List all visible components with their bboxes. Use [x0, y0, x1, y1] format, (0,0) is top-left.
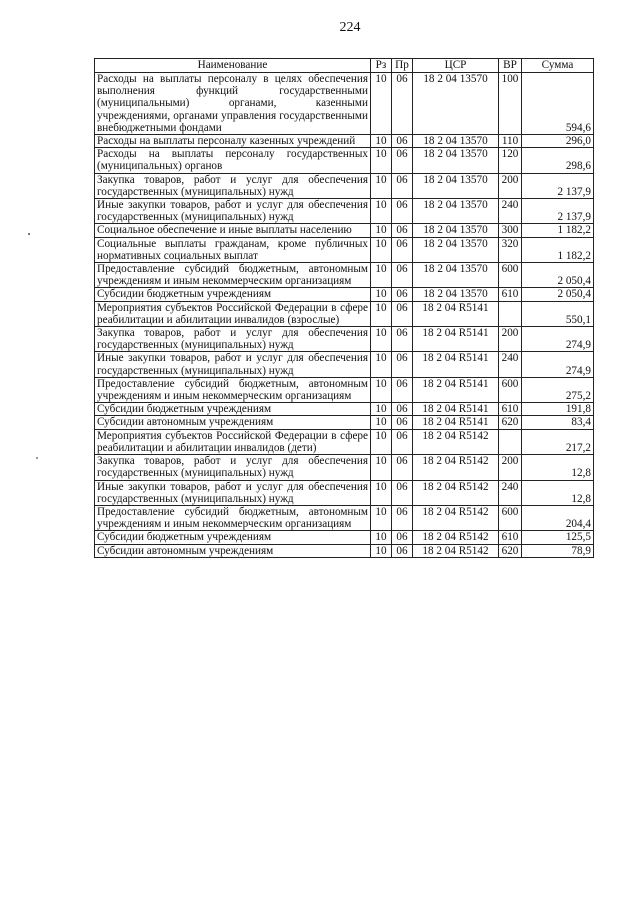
- row-name-cell: Закупка товаров, работ и услуг для обеспечения государственных (муниципальных) нужд: [95, 455, 371, 480]
- row-pr-cell: 06: [392, 288, 413, 301]
- row-sum-cell: 125,5: [522, 531, 594, 544]
- row-csr-cell: 18 2 04 13570: [413, 263, 499, 288]
- table-row: [95, 429, 594, 454]
- row-vr-cell: 600: [499, 263, 522, 288]
- row-vr-cell: [499, 429, 522, 454]
- row-name-cell: Субсидии автономным учреждениям: [95, 544, 371, 557]
- row-pr-cell: 06: [392, 301, 413, 326]
- row-vr-cell: 200: [499, 327, 522, 352]
- row-rz-cell: 10: [371, 288, 392, 301]
- row-vr-cell: 610: [499, 531, 522, 544]
- row-pr-cell: 06: [392, 135, 413, 148]
- row-name-cell: Расходы на выплаты персоналу в целях обеспечения выполнения функций государственными (муниципальными) органами, казенными учреждениями, органами управления государственными внебюджетными фондами: [95, 73, 371, 135]
- row-vr-cell: 610: [499, 288, 522, 301]
- row-rz-cell: 10: [371, 135, 392, 148]
- row-vr-cell: 620: [499, 544, 522, 557]
- row-sum-cell: 275,2: [522, 377, 594, 402]
- table-row: [95, 480, 594, 505]
- row-name-cell: Субсидии бюджетным учреждениям: [95, 531, 371, 544]
- row-pr-cell: 06: [392, 480, 413, 505]
- row-sum-cell: 2 137,9: [522, 173, 594, 198]
- row-csr-cell: 18 2 04 R5142: [413, 505, 499, 530]
- row-sum-cell: 83,4: [522, 416, 594, 429]
- table-row: [95, 505, 594, 530]
- row-rz-cell: 10: [371, 377, 392, 402]
- row-name-cell: Предоставление субсидий бюджетным, автономным учреждениям и иным некоммерческим организациям: [95, 263, 371, 288]
- table-row: [95, 531, 594, 544]
- row-vr-cell: 120: [499, 148, 522, 173]
- row-rz-cell: 10: [371, 237, 392, 262]
- row-vr-cell: 300: [499, 224, 522, 237]
- row-pr-cell: 06: [392, 505, 413, 530]
- table-row: [95, 263, 594, 288]
- row-vr-cell: 240: [499, 352, 522, 377]
- row-csr-cell: 18 2 04 13570: [413, 288, 499, 301]
- row-vr-cell: 110: [499, 135, 522, 148]
- row-vr-cell: 600: [499, 505, 522, 530]
- column-header-pr: Пр: [392, 59, 413, 73]
- row-name-cell: Предоставление субсидий бюджетным, автономным учреждениям и иным некоммерческим организациям: [95, 505, 371, 530]
- row-name-cell: Социальное обеспечение и иные выплаты населению: [95, 224, 371, 237]
- row-rz-cell: 10: [371, 327, 392, 352]
- row-csr-cell: 18 2 04 13570: [413, 199, 499, 224]
- row-csr-cell: 18 2 04 13570: [413, 135, 499, 148]
- row-rz-cell: 10: [371, 505, 392, 530]
- row-name-cell: Расходы на выплаты персоналу казенных учреждений: [95, 135, 371, 148]
- table-row: [95, 173, 594, 198]
- row-vr-cell: 610: [499, 403, 522, 416]
- row-sum-cell: 296,0: [522, 135, 594, 148]
- row-name-cell: Закупка товаров, работ и услуг для обеспечения государственных (муниципальных) нужд: [95, 327, 371, 352]
- row-csr-cell: 18 2 04 13570: [413, 148, 499, 173]
- row-pr-cell: 06: [392, 352, 413, 377]
- row-pr-cell: 06: [392, 224, 413, 237]
- row-vr-cell: 240: [499, 199, 522, 224]
- row-vr-cell: 600: [499, 377, 522, 402]
- table-row: [95, 327, 594, 352]
- row-pr-cell: 06: [392, 377, 413, 402]
- table-row: [95, 301, 594, 326]
- row-pr-cell: 06: [392, 173, 413, 198]
- page-number: 224: [339, 20, 361, 35]
- row-name-cell: Расходы на выплаты персоналу государственных (муниципальных) органов: [95, 148, 371, 173]
- row-sum-cell: 550,1: [522, 301, 594, 326]
- row-csr-cell: 18 2 04 R5141: [413, 416, 499, 429]
- column-header-csr: ЦСР: [413, 59, 499, 73]
- row-csr-cell: 18 2 04 R5142: [413, 455, 499, 480]
- row-rz-cell: 10: [371, 224, 392, 237]
- row-pr-cell: 06: [392, 148, 413, 173]
- row-sum-cell: 274,9: [522, 327, 594, 352]
- row-name-cell: Социальные выплаты гражданам, кроме публичных нормативных социальных выплат: [95, 237, 371, 262]
- row-csr-cell: 18 2 04 R5142: [413, 480, 499, 505]
- row-pr-cell: 06: [392, 416, 413, 429]
- row-sum-cell: 12,8: [522, 480, 594, 505]
- row-vr-cell: 240: [499, 480, 522, 505]
- row-rz-cell: 10: [371, 173, 392, 198]
- row-rz-cell: 10: [371, 531, 392, 544]
- column-header-name: Наименование: [95, 59, 371, 73]
- row-csr-cell: 18 2 04 13570: [413, 73, 499, 135]
- column-header-sum: Сумма: [522, 59, 594, 73]
- row-csr-cell: 18 2 04 R5141: [413, 327, 499, 352]
- row-sum-cell: 2 050,4: [522, 288, 594, 301]
- row-rz-cell: 10: [371, 73, 392, 135]
- row-name-cell: Предоставление субсидий бюджетным, автономным учреждениям и иным некоммерческим организациям: [95, 377, 371, 402]
- row-pr-cell: 06: [392, 327, 413, 352]
- row-name-cell: Закупка товаров, работ и услуг для обеспечения государственных (муниципальных) нужд: [95, 173, 371, 198]
- row-rz-cell: 10: [371, 429, 392, 454]
- table-header-row: [95, 59, 594, 73]
- row-csr-cell: 18 2 04 13570: [413, 173, 499, 198]
- row-name-cell: Иные закупки товаров, работ и услуг для обеспечения государственных (муниципальных) нужд: [95, 480, 371, 505]
- row-sum-cell: 594,6: [522, 73, 594, 135]
- table-row: [95, 403, 594, 416]
- row-sum-cell: 204,4: [522, 505, 594, 530]
- row-csr-cell: 18 2 04 R5141: [413, 377, 499, 402]
- row-sum-cell: 1 182,2: [522, 224, 594, 237]
- row-sum-cell: 274,9: [522, 352, 594, 377]
- row-rz-cell: 10: [371, 403, 392, 416]
- row-csr-cell: 18 2 04 R5142: [413, 544, 499, 557]
- row-csr-cell: 18 2 04 13570: [413, 237, 499, 262]
- scan-speck: [36, 457, 38, 459]
- table-row: [95, 224, 594, 237]
- row-name-cell: Иные закупки товаров, работ и услуг для обеспечения государственных (муниципальных) нужд: [95, 352, 371, 377]
- row-pr-cell: 06: [392, 544, 413, 557]
- row-pr-cell: 06: [392, 263, 413, 288]
- row-csr-cell: 18 2 04 R5142: [413, 531, 499, 544]
- row-pr-cell: 06: [392, 429, 413, 454]
- row-name-cell: Мероприятия субъектов Российской Федерации в сфере реабилитации и абилитации инвалидов (дети): [95, 429, 371, 454]
- budget-table: [94, 58, 594, 558]
- row-vr-cell: 320: [499, 237, 522, 262]
- row-csr-cell: 18 2 04 R5141: [413, 352, 499, 377]
- row-name-cell: Иные закупки товаров, работ и услуг для обеспечения государственных (муниципальных) нужд: [95, 199, 371, 224]
- row-csr-cell: 18 2 04 R5142: [413, 429, 499, 454]
- row-vr-cell: 200: [499, 455, 522, 480]
- table-row: [95, 73, 594, 135]
- row-pr-cell: 06: [392, 199, 413, 224]
- row-pr-cell: 06: [392, 73, 413, 135]
- table-row: [95, 148, 594, 173]
- table-row: [95, 377, 594, 402]
- row-rz-cell: 10: [371, 148, 392, 173]
- column-header-rz: Рз: [371, 59, 392, 73]
- row-rz-cell: 10: [371, 352, 392, 377]
- scan-speck: [28, 233, 30, 235]
- row-pr-cell: 06: [392, 403, 413, 416]
- row-sum-cell: 2 137,9: [522, 199, 594, 224]
- row-rz-cell: 10: [371, 455, 392, 480]
- row-sum-cell: 78,9: [522, 544, 594, 557]
- table-row: [95, 199, 594, 224]
- row-rz-cell: 10: [371, 544, 392, 557]
- table-body: [95, 73, 594, 558]
- row-vr-cell: 620: [499, 416, 522, 429]
- row-vr-cell: 100: [499, 73, 522, 135]
- row-sum-cell: 2 050,4: [522, 263, 594, 288]
- row-sum-cell: 1 182,2: [522, 237, 594, 262]
- row-rz-cell: 10: [371, 199, 392, 224]
- row-pr-cell: 06: [392, 455, 413, 480]
- table-row: [95, 352, 594, 377]
- table-row: [95, 237, 594, 262]
- row-pr-cell: 06: [392, 237, 413, 262]
- row-sum-cell: 191,8: [522, 403, 594, 416]
- table-row: [95, 455, 594, 480]
- row-pr-cell: 06: [392, 531, 413, 544]
- row-sum-cell: 217,2: [522, 429, 594, 454]
- row-csr-cell: 18 2 04 R5141: [413, 301, 499, 326]
- row-sum-cell: 12,8: [522, 455, 594, 480]
- table-row: [95, 416, 594, 429]
- row-sum-cell: 298,6: [522, 148, 594, 173]
- row-name-cell: Субсидии бюджетным учреждениям: [95, 288, 371, 301]
- row-rz-cell: 10: [371, 301, 392, 326]
- table-row: [95, 288, 594, 301]
- row-vr-cell: 200: [499, 173, 522, 198]
- row-vr-cell: [499, 301, 522, 326]
- table-row: [95, 135, 594, 148]
- row-rz-cell: 10: [371, 263, 392, 288]
- row-rz-cell: 10: [371, 480, 392, 505]
- row-csr-cell: 18 2 04 R5141: [413, 403, 499, 416]
- row-name-cell: Мероприятия субъектов Российской Федерации в сфере реабилитации и абилитации инвалидов (взрослые): [95, 301, 371, 326]
- column-header-vr: ВР: [499, 59, 522, 73]
- table-row: [95, 544, 594, 557]
- row-csr-cell: 18 2 04 13570: [413, 224, 499, 237]
- row-name-cell: Субсидии бюджетным учреждениям: [95, 403, 371, 416]
- row-rz-cell: 10: [371, 416, 392, 429]
- row-name-cell: Субсидии автономным учреждениям: [95, 416, 371, 429]
